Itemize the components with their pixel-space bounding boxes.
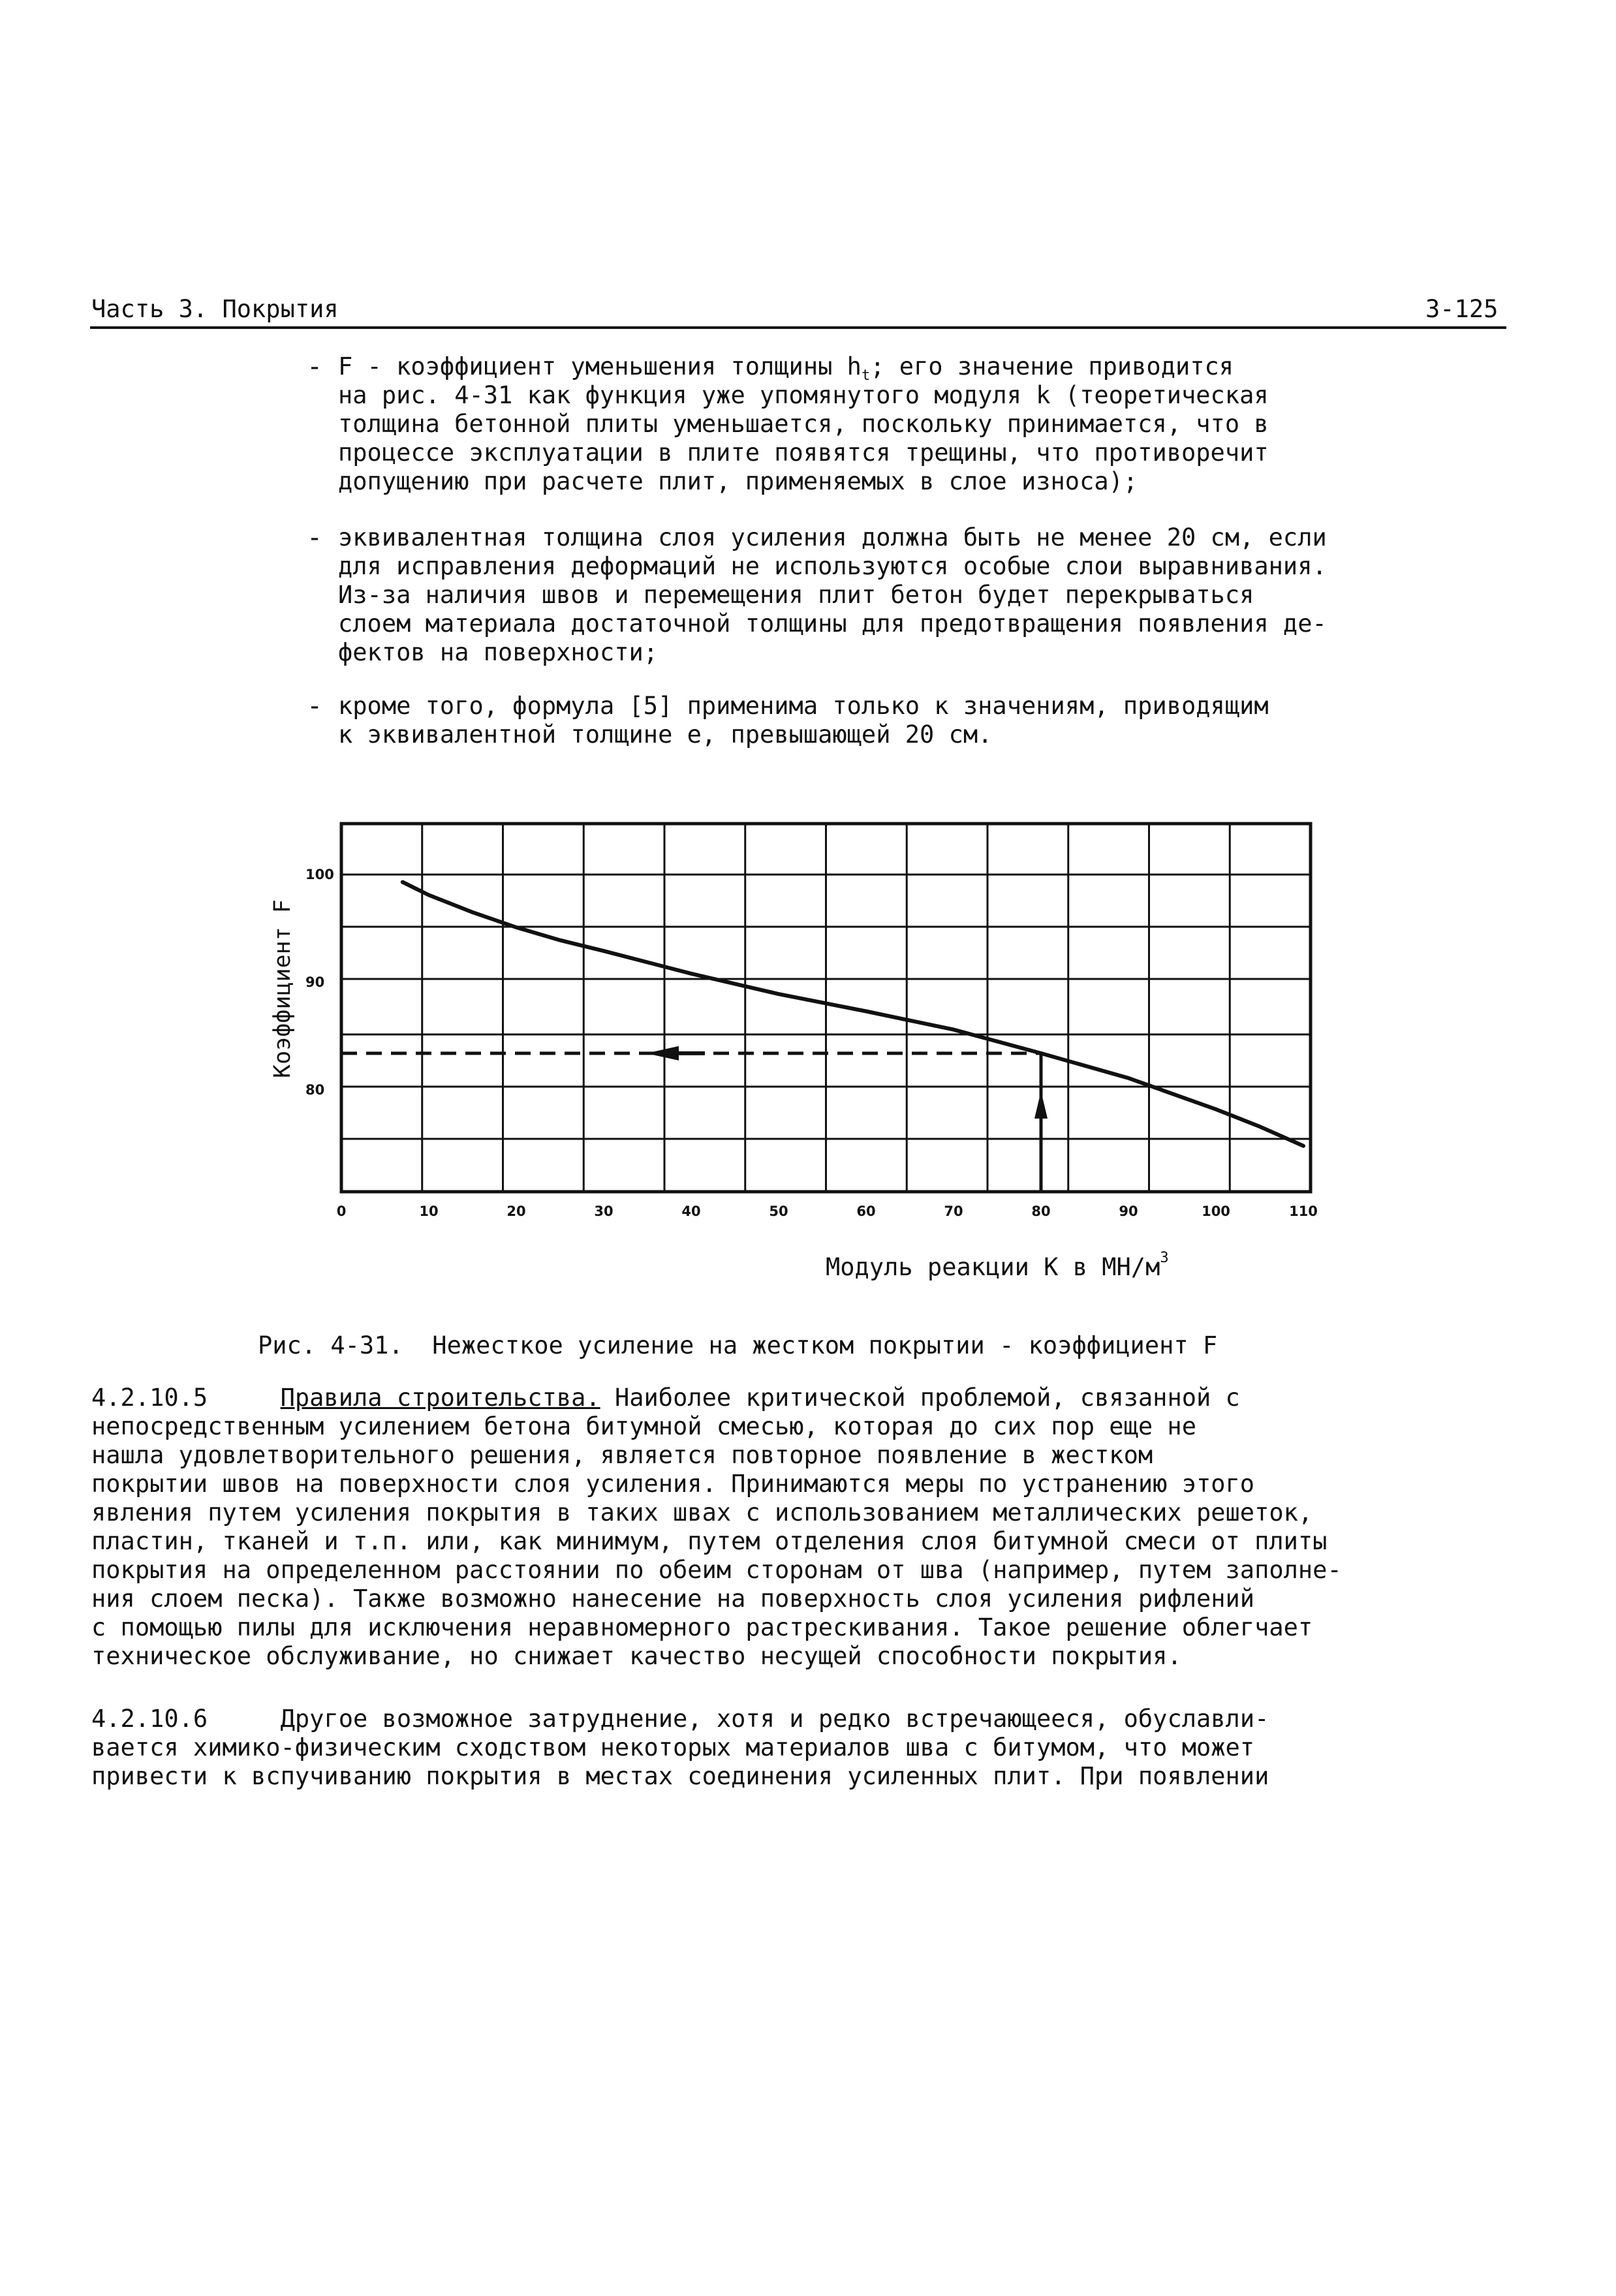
y-tick-label: 80 <box>305 1082 325 1098</box>
x-tick-label: 110 <box>1289 1203 1318 1219</box>
bullet-1-line-2: на рис. 4-31 как функция уже упомянутого модуля k (теоретическая <box>338 381 1269 409</box>
para-4-2-10-5-line: пластин, тканей и т.п. или, как минимум, путем отделения слоя битумной смеси от плиты <box>91 1527 1328 1555</box>
para-4-2-10-5-line: нашла удовлетворительного решения, является повторное появление в жестком <box>91 1441 1153 1469</box>
bullet-1-line-1: F - коэффициент уменьшения толщины $h_t$; его значение приводится <box>338 352 1234 384</box>
bullet-1-line-3: толщина бетонной плиты уменьшается, поскольку принимается, что в <box>338 410 1269 438</box>
series-line-1 <box>403 882 1303 1146</box>
bullet-1-line-5: допущению при расчете плит, применяемых в слое износа); <box>338 467 1138 495</box>
left-arrow-icon <box>646 1046 679 1061</box>
para-4-2-10-5-line: покрытии швов на поверхности слоя усиления. Принимаются меры по устранению этого <box>91 1470 1255 1498</box>
x-axis-label: Модуль реакции К в $МН/м^3$ <box>826 1250 1169 1281</box>
para-4-2-10-5-line: покрытия на определенном расстоянии по обеим сторонам от шва (например, путем заполне- <box>91 1556 1342 1584</box>
x-tick-label: 10 <box>419 1203 439 1219</box>
bullet-3-line-2: к эквивалентной толщине е, превышающей 20 см. <box>338 721 993 749</box>
bullet-2-line-1: эквивалентная толщина слоя усиления должна быть не менее 20 см, если <box>338 523 1327 551</box>
up-arrow-icon <box>1034 1091 1048 1119</box>
x-tick-label: 90 <box>1119 1203 1138 1219</box>
page-number: 3-125 <box>1425 295 1499 323</box>
y-tick-label: 100 <box>305 867 334 882</box>
y-axis-label: Коэффициент F <box>270 899 296 1078</box>
x-tick-label: 60 <box>856 1203 876 1219</box>
x-tick-label: 100 <box>1202 1203 1230 1219</box>
para-4-2-10-6-line: привести к вспучиванию покрытия в местах соединения усиленных плит. При появлении <box>91 1762 1269 1790</box>
bullet-2-line-4: слоем материала достаточной толщины для предотвращения появления де- <box>338 610 1327 638</box>
para-4-2-10-5-line: с помощью пилы для исключения неравномерного растрескивания. Такое решение облегчает <box>91 1613 1313 1641</box>
page-header-left: Часть 3. Покрытия <box>91 295 339 323</box>
bullet-2-line-5: фектов на поверхности; <box>338 638 659 666</box>
para-4-2-10-6-first-line: 4.2.10.6 Другое возможное затруднение, хотя и редко встречающееся, обуславли- <box>91 1705 1269 1733</box>
figure-caption: Рис. 4-31. Нежесткое усиление на жестком покрытии - коэффициент F <box>258 1331 1218 1359</box>
bullet-dash: - <box>307 352 323 382</box>
x-tick-label: 20 <box>506 1203 526 1219</box>
para-4-2-10-5-line: ния слоем песка). Также возможно нанесение на поверхность слоя усиления рифлений <box>91 1585 1255 1613</box>
para-4-2-10-5-line: техническое обслуживание, но снижает качество несущей способности покрытия. <box>91 1642 1182 1670</box>
x-tick-label: 0 <box>336 1203 347 1219</box>
x-tick-label: 70 <box>944 1203 963 1219</box>
x-tick-label: 50 <box>769 1203 788 1219</box>
bullet-1-line-4: процессе эксплуатации в плите появятся трещины, что противоречит <box>338 439 1269 467</box>
bullet-dash: - <box>307 523 323 553</box>
para-4-2-10-5-line: явления путем усиления покрытия в таких швах с использованием металлических решеток, <box>91 1498 1313 1527</box>
bullet-dash: - <box>307 691 323 721</box>
para-4-2-10-5-line: непосредственным усилением бетона битумной смесью, которая до сих пор еще не <box>91 1412 1196 1440</box>
x-tick-label: 30 <box>594 1203 614 1219</box>
x-tick-label: 40 <box>681 1203 701 1219</box>
bullet-3-line-1: кроме того, формула [5] применима только к значениям, приводящим <box>338 692 1269 720</box>
para-4-2-10-6-line: вается химико-физическим сходством некоторых материалов шва с битумом, что может <box>91 1733 1255 1761</box>
y-tick-label: 90 <box>305 974 325 990</box>
para-4-2-10-5-first-line: 4.2.10.5 Правила строительства. Наиболее критической проблемой, связанной с <box>91 1384 1240 1412</box>
bullet-2-line-2: для исправления деформаций не используются особые слои выравнивания. <box>338 552 1327 580</box>
x-tick-label: 80 <box>1031 1203 1051 1219</box>
bullet-2-line-3: Из-за наличия швов и перемещения плит бетон будет перекрываться <box>338 581 1254 609</box>
